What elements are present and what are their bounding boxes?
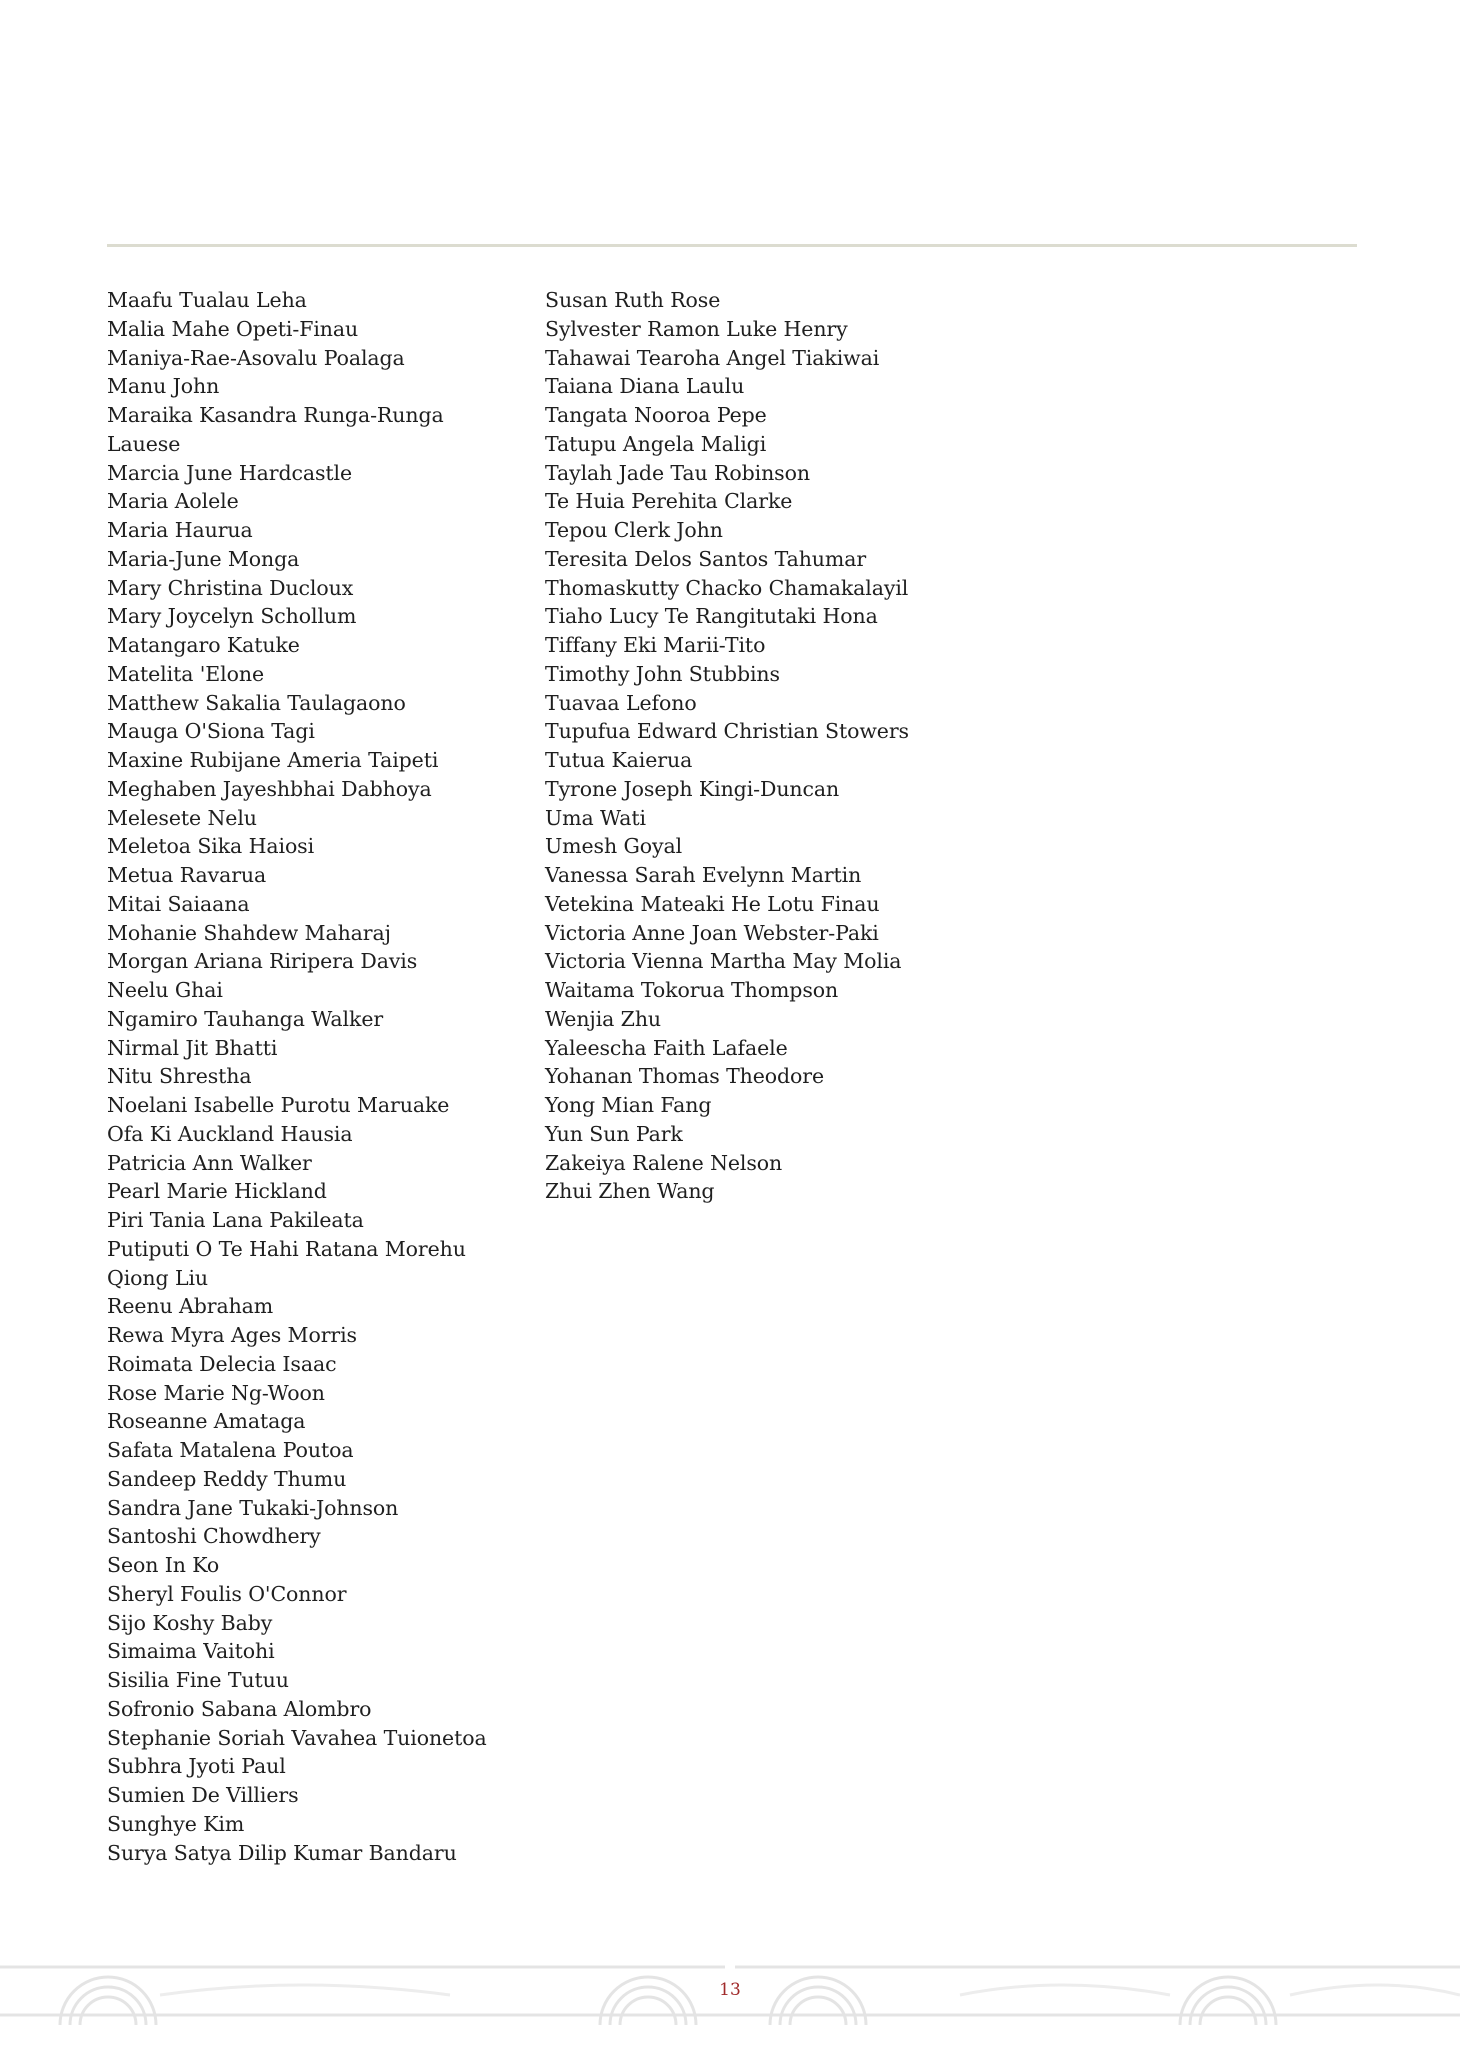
name-entry: Sofronio Sabana Alombro [107,1696,372,1721]
name-entry: Surya Satya Dilip Kumar Bandaru [107,1840,457,1865]
name-entry: Piri Tania Lana Pakileata [107,1208,364,1232]
name-entry: Nirmal Jit Bhatti [107,1035,278,1060]
name-entry: Rose Marie Ng-Woon [107,1380,325,1405]
name-entry: Simaima Vaitohi [107,1639,275,1664]
name-entry: Noelani Isabelle Purotu Maruake [107,1093,450,1117]
name-entry: Ngamiro Tauhanga Walker [107,1006,384,1031]
name-entry: Zakeiya Ralene Nelson [545,1150,783,1175]
name-entry: Uma Wati [545,805,646,830]
name-entry: Tepou Clerk John [545,518,723,542]
name-entry: Maria-June Monga [107,546,300,571]
name-entry: Tyrone Joseph Kingi-Duncan [545,776,840,801]
name-entry: Matthew Sakalia Taulagaono [107,690,406,715]
name-entry: Taiana Diana Laulu [545,374,745,399]
name-entry: Maria Aolele [107,489,239,514]
name-entry: Sheryl Foulis O'Connor [107,1581,347,1606]
name-entry: Yong Mian Fang [545,1093,712,1117]
name-entry: Patricia Ann Walker [107,1150,312,1175]
name-entry: Susan Ruth Rose [545,288,721,312]
header-divider [107,244,1357,247]
name-entry: Tuavaa Lefono [545,690,697,715]
name-entry: Zhui Zhen Wang [545,1179,715,1204]
name-entry: Tupufua Edward Christian Stowers [545,719,909,744]
name-entry: Umesh Goyal [545,834,683,859]
name-entry: Sijo Koshy Baby [107,1610,273,1635]
name-entry: Mitai Saiaana [107,891,250,916]
name-entry: Morgan Ariana Riripera Davis [107,949,418,974]
name-entry: Sandra Jane Tukaki-Johnson [107,1495,399,1520]
name-entry: Wenjia Zhu [545,1006,662,1031]
names-column-left [107,286,487,1867]
name-entry: Te Huia Perehita Clarke [545,489,793,514]
name-entry: Lauese [107,431,181,456]
name-entry: Waitama Tokorua Thompson [545,978,839,1002]
name-entry: Reenu Abraham [107,1294,274,1319]
name-entry: Victoria Vienna Martha May Molia [545,949,902,974]
names-column-right [545,286,909,1206]
name-entry: Maria Haurua [107,518,253,542]
name-entry: Sisilia Fine Tutuu [107,1668,289,1692]
name-entry: Neelu Ghai [107,978,223,1002]
name-entry: Tahawai Tearoha Angel Tiakiwai [545,345,880,370]
name-entry: Mary Joycelyn Schollum [107,604,357,629]
name-entry: Marcia June Hardcastle [107,460,353,485]
name-entry: Roimata Delecia Isaac [107,1351,337,1376]
name-entry: Maraika Kasandra Runga-Runga [107,403,444,427]
name-entry: Vetekina Mateaki He Lotu Finau [545,891,880,916]
name-entry: Maafu Tualau Leha [107,288,307,312]
name-entry: Maniya-Rae-Asovalu Poalaga [107,345,405,370]
name-entry: Pearl Marie Hickland [107,1179,327,1204]
name-entry: Subhra Jyoti Paul [107,1754,286,1779]
name-entry: Victoria Anne Joan Webster-Paki [545,920,879,945]
name-entry: Melesete Nelu [107,805,257,830]
name-entry: Safata Matalena Poutoa [107,1438,354,1462]
name-entry: Sumien De Villiers [107,1783,299,1807]
name-entry: Stephanie Soriah Vavahea Tuionetoa [107,1725,487,1750]
name-entry: Mauga O'Siona Tagi [107,719,315,744]
name-entry: Maxine Rubijane Ameria Taipeti [107,748,439,772]
name-entry: Tutua Kaierua [545,748,693,772]
name-entry: Matelita 'Elone [107,661,265,686]
name-entry: Seon In Ko [107,1553,220,1577]
name-entry: Tatupu Angela Maligi [545,431,767,456]
name-entry: Thomaskutty Chacko Chamakalayil [545,575,909,600]
name-entry: Sylvester Ramon Luke Henry [545,316,848,341]
name-entry: Ofa Ki Auckland Hausia [107,1121,353,1146]
name-entry: Yun Sun Park [545,1121,683,1146]
name-entry: Matangaro Katuke [107,633,300,657]
name-entry: Nitu Shrestha [107,1064,252,1089]
name-entry: Putiputi O Te Hahi Ratana Morehu [107,1236,466,1261]
name-entry: Teresita Delos Santos Tahumar [545,546,867,571]
name-entry: Yaleescha Faith Lafaele [545,1035,788,1060]
name-entry: Tiffany Eki Marii-Tito [545,633,766,657]
name-entry: Tiaho Lucy Te Rangitutaki Hona [545,604,878,629]
name-entry: Manu John [107,374,220,399]
name-entry: Yohanan Thomas Theodore [545,1064,825,1089]
page-number: 13 [719,1980,741,2000]
name-entry: Sandeep Reddy Thumu [107,1466,347,1491]
name-entry: Vanessa Sarah Evelynn Martin [545,863,862,887]
name-entry: Sunghye Kim [107,1811,245,1836]
name-entry: Meghaben Jayeshbhai Dabhoya [107,776,432,801]
name-entry: Timothy John Stubbins [545,661,780,686]
name-entry: Malia Mahe Opeti-Finau [107,316,359,341]
name-entry: Tangata Nooroa Pepe [545,403,767,427]
name-entry: Qiong Liu [107,1265,209,1290]
name-entry: Taylah Jade Tau Robinson [545,460,810,485]
name-entry: Rewa Myra Ages Morris [107,1323,357,1347]
name-entry: Mohanie Shahdew Maharaj [107,920,391,945]
name-entry: Mary Christina Ducloux [107,575,354,600]
name-entry: Meletoa Sika Haiosi [107,834,315,859]
name-entry: Roseanne Amataga [107,1409,306,1434]
name-entry: Santoshi Chowdhery [107,1524,321,1549]
name-entry: Metua Ravarua [107,863,267,887]
